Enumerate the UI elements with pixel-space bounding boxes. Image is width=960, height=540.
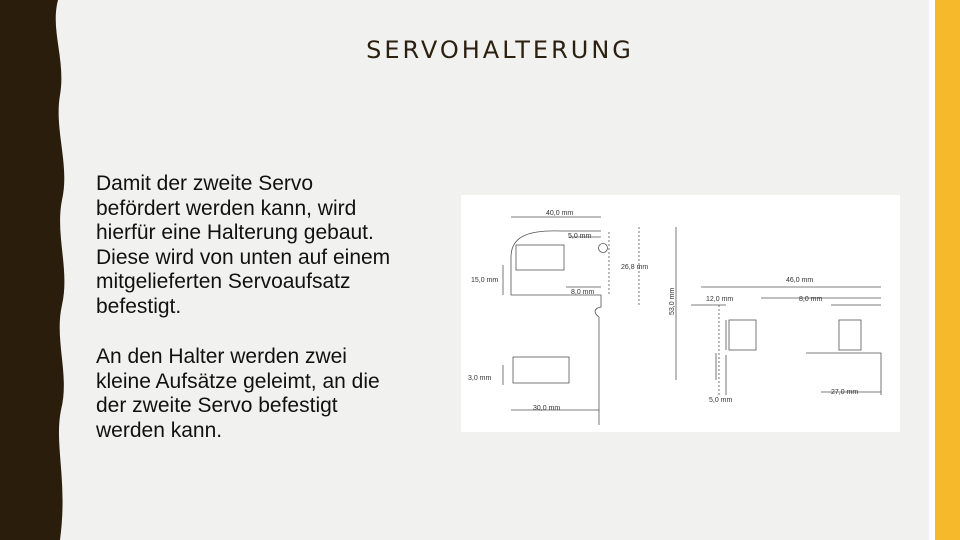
dim-label-11: 30,0 mm — [533, 405, 561, 412]
hole-circle — [599, 244, 608, 253]
dim-label-12: 5,0 mm — [709, 397, 733, 404]
dim-label-4: 15,0 mm — [471, 277, 499, 284]
slide-title: SERVOHALTERUNG — [366, 36, 634, 64]
drawing-svg — [461, 195, 900, 432]
dim-label-13: 27,0 mm — [831, 389, 859, 396]
dim-label-5: 8,0 mm — [571, 289, 595, 296]
holder-foot — [513, 357, 569, 383]
dim-label-1: 40,0 mm — [546, 210, 574, 217]
right-block-1 — [729, 320, 756, 350]
accent-band — [935, 0, 960, 540]
body-paragraph-2: An den Halter werden zwei kleine Aufsätze geleimt, an die der zweite Servo befestigt werden kann. — [96, 345, 380, 442]
dim-label-10: 3,0 mm — [468, 375, 492, 382]
dim-label-7: 46,0 mm — [786, 277, 814, 284]
dim-label-3: 26,8 mm — [621, 264, 649, 271]
decorative-left-band — [0, 0, 80, 540]
slide-body — [96, 172, 446, 469]
right-block-2 — [839, 320, 861, 350]
technical-drawing — [461, 195, 900, 432]
dim-label-8: 12,0 mm — [706, 296, 734, 303]
holder-cutout — [516, 245, 564, 270]
dim-label-2: 5,0 mm — [568, 233, 592, 240]
dim-label-9: 8,0 mm — [799, 296, 823, 303]
dim-label-6: 53,0 mm — [669, 287, 676, 315]
body-paragraph-1: Damit der zweite Servo befördert werden kann, wird hierfür eine Halterung gebaut. Diese wird von unten auf einem mitgelieferten Servoaufsatz befestigt. — [96, 172, 391, 318]
